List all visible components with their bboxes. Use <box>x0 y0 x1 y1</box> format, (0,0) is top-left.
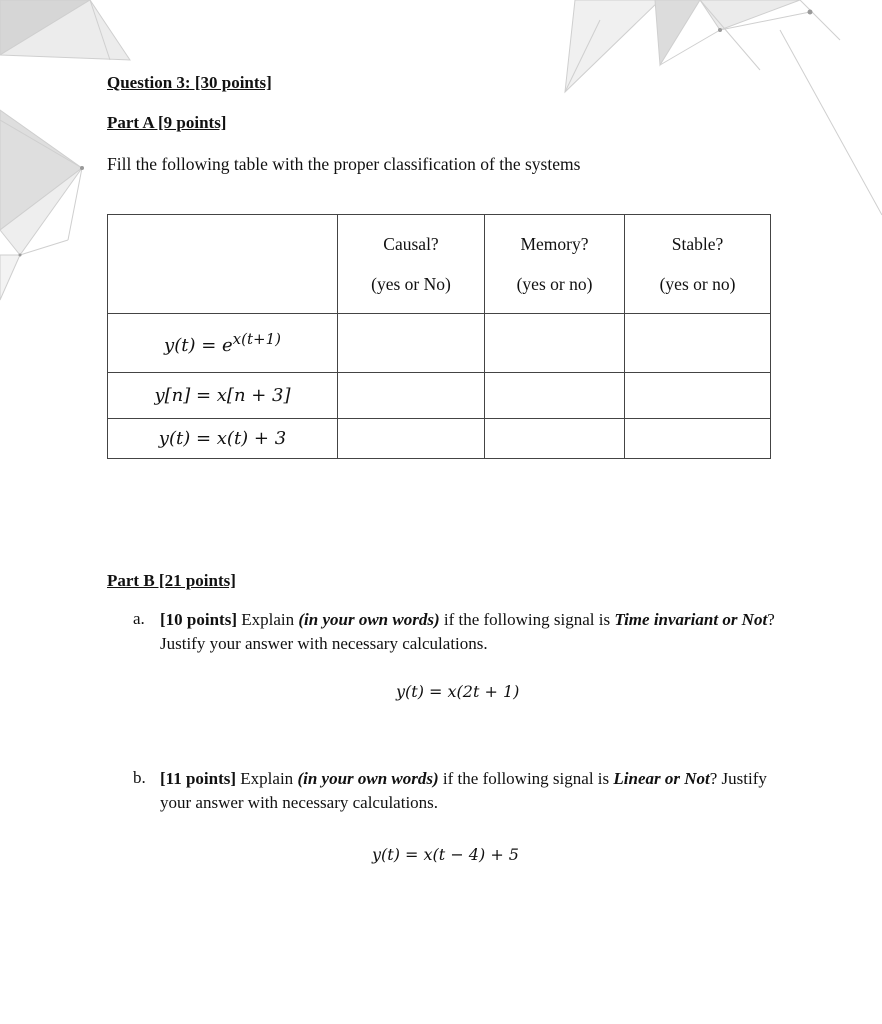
item-text: Explain <box>236 769 298 788</box>
answer-cell[interactable] <box>485 314 625 373</box>
header-options: (yes or no) <box>516 273 593 294</box>
item-text: Explain <box>236 610 299 629</box>
item-property: Linear or Not <box>613 769 710 788</box>
header-question: Stable? <box>671 233 724 254</box>
system-cell <box>108 373 338 419</box>
system-exponent: x(t+1) <box>232 330 281 349</box>
header-memory <box>485 215 625 314</box>
table-row <box>108 419 771 459</box>
answer-cell[interactable] <box>625 373 771 419</box>
header-question: Memory? <box>520 233 589 254</box>
header-causal <box>338 215 485 314</box>
item-text: ? Justify your answer with necessary calculations. <box>160 769 767 812</box>
header-question: Causal? <box>383 233 439 254</box>
item-equation: y(t) = x(2t + 1) <box>396 682 520 701</box>
part-b-item-b <box>160 767 780 815</box>
answer-cell[interactable] <box>338 314 485 373</box>
answer-cell[interactable] <box>625 314 771 373</box>
table-header-row <box>108 215 771 314</box>
item-marker: b. <box>133 768 146 787</box>
header-options: (yes or no) <box>659 273 736 294</box>
item-text: if the following signal is <box>438 769 614 788</box>
item-equation: y(t) = x(t − 4) + 5 <box>372 845 519 864</box>
classification-table <box>107 214 771 459</box>
answer-cell[interactable] <box>625 419 771 459</box>
part-a-title: Part A [9 points] <box>107 113 227 132</box>
header-stable <box>625 215 771 314</box>
system-equation: y(t) = x(t) + 3 <box>158 428 287 449</box>
item-text: if the following signal is <box>439 610 615 629</box>
item-property: Time invariant or Not <box>614 610 768 629</box>
header-options: (yes or No) <box>371 273 451 294</box>
part-b-item-a <box>160 608 780 656</box>
item-points: [10 points] <box>160 610 237 629</box>
part-a-instruction: Fill the following table with the proper classification of the systems <box>107 154 581 174</box>
item-marker: a. <box>133 609 145 628</box>
system-cell <box>108 419 338 459</box>
system-equation: y(t) = e <box>164 334 233 356</box>
item-points: [11 points] <box>160 769 237 788</box>
table-row <box>108 314 771 373</box>
system-equation: y[n] = x[n + 3] <box>154 385 291 406</box>
answer-cell[interactable] <box>338 373 485 419</box>
question-title: Question 3: [30 points] <box>107 73 272 92</box>
item-emphasis: (in your own words) <box>298 610 440 629</box>
table-row <box>108 373 771 419</box>
item-text: ? Justify your answer with necessary calculations. <box>160 610 775 653</box>
answer-cell[interactable] <box>485 419 625 459</box>
answer-cell[interactable] <box>485 373 625 419</box>
system-cell <box>108 314 338 373</box>
table-corner-cell <box>108 215 338 314</box>
answer-cell[interactable] <box>338 419 485 459</box>
item-emphasis: (in your own words) <box>297 769 439 788</box>
part-b-title: Part B [21 points] <box>107 571 236 590</box>
